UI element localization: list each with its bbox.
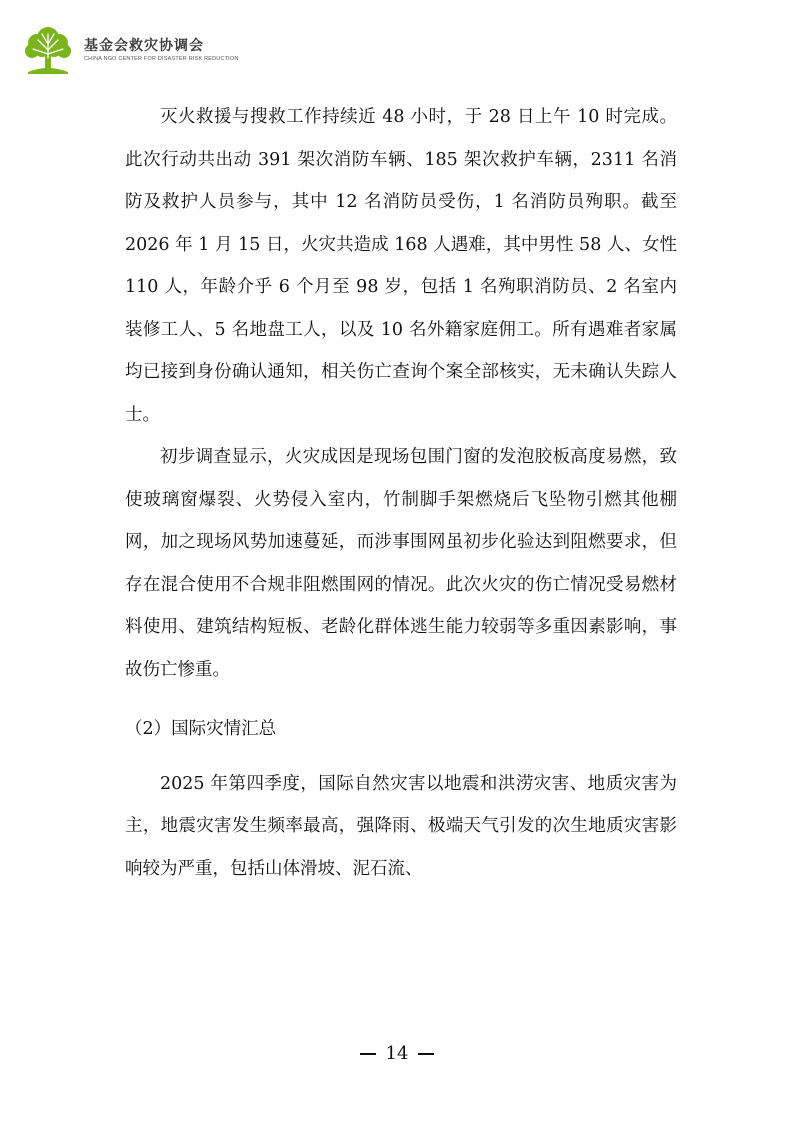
dash-left (360, 1053, 376, 1055)
paragraph: 初步调查显示，火灾成因是现场包围门窗的发泡胶板高度易燃，致使玻璃窗爆裂、火势侵入室内，竹制脚手架燃烧后飞坠物引燃其他棚网，加之现场风势加速蔓延，而涉事围网虽初步化验达到阻燃要求，但存在混合使用不合规非阻燃围网的情况。此次火灾的伤亡情况受易燃材料使用、建筑结构短板、老龄化群体逃生能力较弱等多重因素影响，事故伤亡惨重。 (125, 447, 677, 680)
document-body (125, 96, 677, 890)
logo-text (84, 37, 239, 63)
page-footer (0, 1042, 794, 1066)
paragraph: 2025 年第四季度，国际自然灾害以地震和洪涝灾害、地质灾害为主，地震灾害发生频率最高，强降雨、极端天气引发的次生地质灾害影响较为严重，包括山体滑坡、泥石流、 (125, 773, 677, 879)
header (20, 22, 239, 78)
section-title: （2）国际灾情汇总 (125, 719, 277, 739)
tree-icon (20, 22, 76, 78)
org-name-cn: 基金会救灾协调会 (84, 38, 204, 54)
dash-right (418, 1053, 434, 1055)
org-name-en: CHINA NGO CENTER FOR DISASTER RISK REDUCTION (84, 56, 239, 62)
paragraph: 灭火救援与搜救工作持续近 48 小时，于 28 日上午 10 时完成。此次行动共出动 391 架次消防车辆、185 架次救护车辆，2311 名消防及救护人员参与，其中 12 名消防员受伤，1 名消防员殉职。截至 2026 年 1 月 15 日，火灾共造成 168 人遇难，其中男性 58 人、女性 110 人，年龄介乎 6 个月至 98 岁，包括 1 名殉职消防员、2 名室内装修工人、5 名地盘工人，以及 10 名外籍家庭佣工。所有遇难者家属均已接到身份确认通知，相关伤亡查询个案全部核实，无未确认失踪人士。 (125, 107, 677, 425)
page-number: 14 (385, 1043, 409, 1064)
